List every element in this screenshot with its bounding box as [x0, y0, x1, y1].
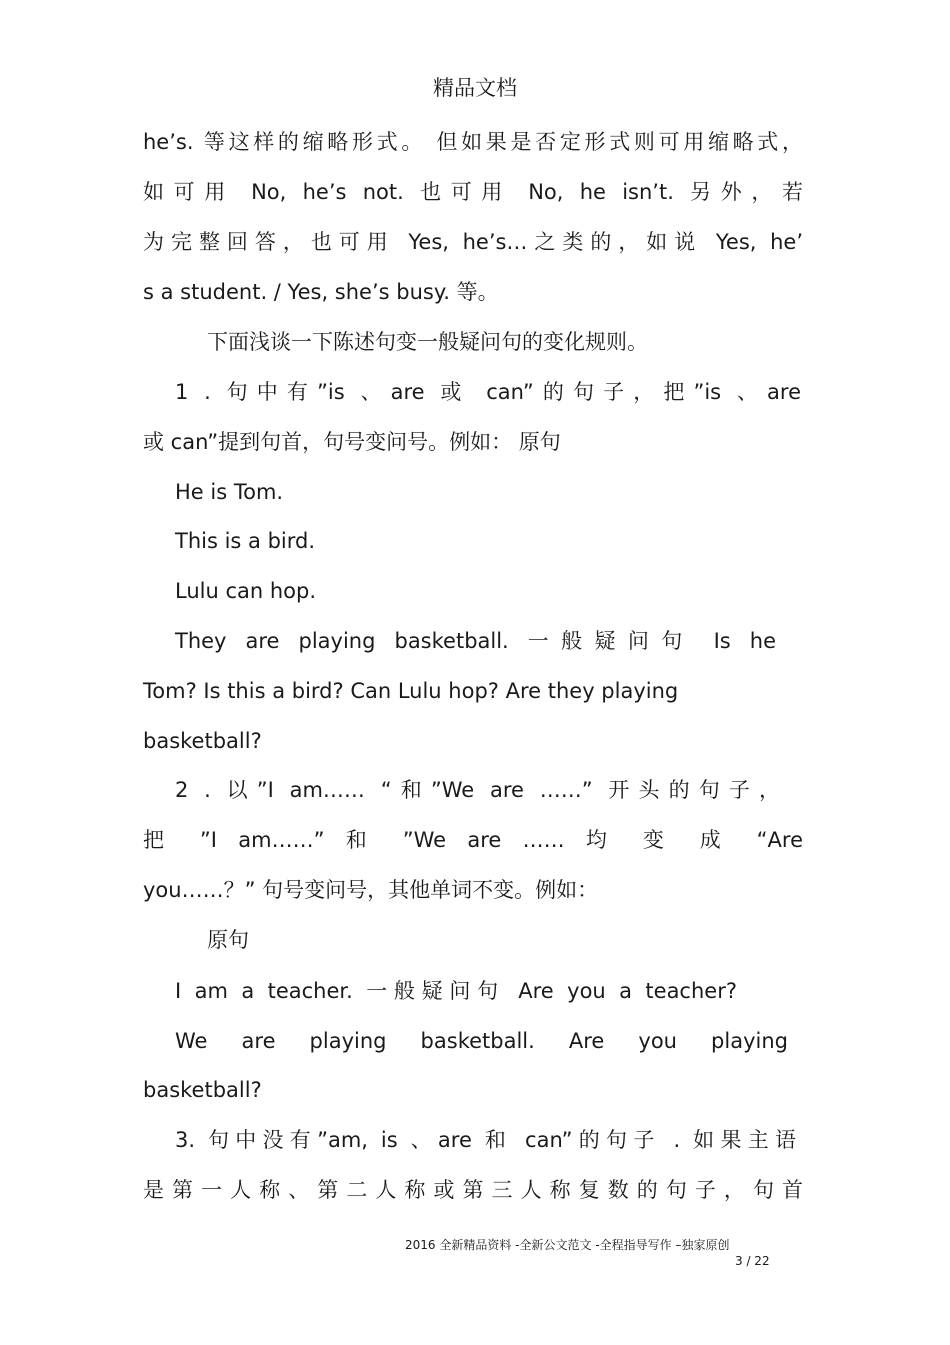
text-line: basketball?	[143, 729, 262, 753]
text-line: They are playing basketball. 一般疑问句 Is he	[175, 629, 776, 653]
page-number: 3 / 22	[735, 1254, 770, 1268]
text-line: Tom? Is this a bird? Can Lulu hop? Are they playing	[143, 679, 679, 703]
text-line: s a student. / Yes, she’s busy. 等。	[143, 280, 499, 304]
text-line: 或 can”提到句首，句号变问号。例如： 原句	[143, 430, 561, 454]
text-line: he’s. 等这样的缩略形式。 但如果是否定形式则可用缩略式，	[143, 130, 803, 154]
text-line: Lulu can hop.	[175, 579, 317, 603]
text-line: 如可用 No, he’s not. 也可用 No, he isn’t. 另外，若	[143, 180, 803, 204]
text-line: 2 . 以”I am…… “和”We are ……” 开头的句子，	[175, 778, 780, 802]
text-line: 是 第 一 人 称 、 第 二 人 称 或 第 三 人 称 复 数 的 句 子 ， 句 首	[143, 1178, 803, 1202]
text-line: you……？” 句号变问号，其他单词不变。例如：	[143, 878, 599, 902]
text-line: I am a teacher. 一般疑问句 Are you a teacher?	[175, 979, 737, 1003]
text-line: This is a bird.	[175, 529, 316, 553]
page-header: 精品文档	[433, 76, 517, 100]
text-line: 原句	[207, 928, 249, 952]
text-line: 下面浅谈一下陈述句变一般疑问句的变化规则。	[207, 330, 648, 354]
text-line: He is Tom.	[175, 480, 284, 504]
text-line: 1 . 句中有”is 、are 或 can”的句子，把”is 、are	[175, 380, 801, 404]
text-line: 为完整回答，也可用 Yes, he’s…之类的，如说 Yes, he’	[143, 230, 803, 254]
text-line: We are playing basketball. Are you playing	[175, 1029, 788, 1053]
page-footer: 2016 全新精品资料 -全新公文范文 -全程指导写作 –独家原创	[405, 1238, 730, 1252]
text-line: basketball?	[143, 1078, 262, 1102]
text-line: 3. 句中没有”am, is 、are 和 can”的句子 . 如果主语	[175, 1128, 796, 1152]
text-line: 把 ”I am……” 和 ”We are …… 均 变 成 “Are	[143, 828, 803, 852]
